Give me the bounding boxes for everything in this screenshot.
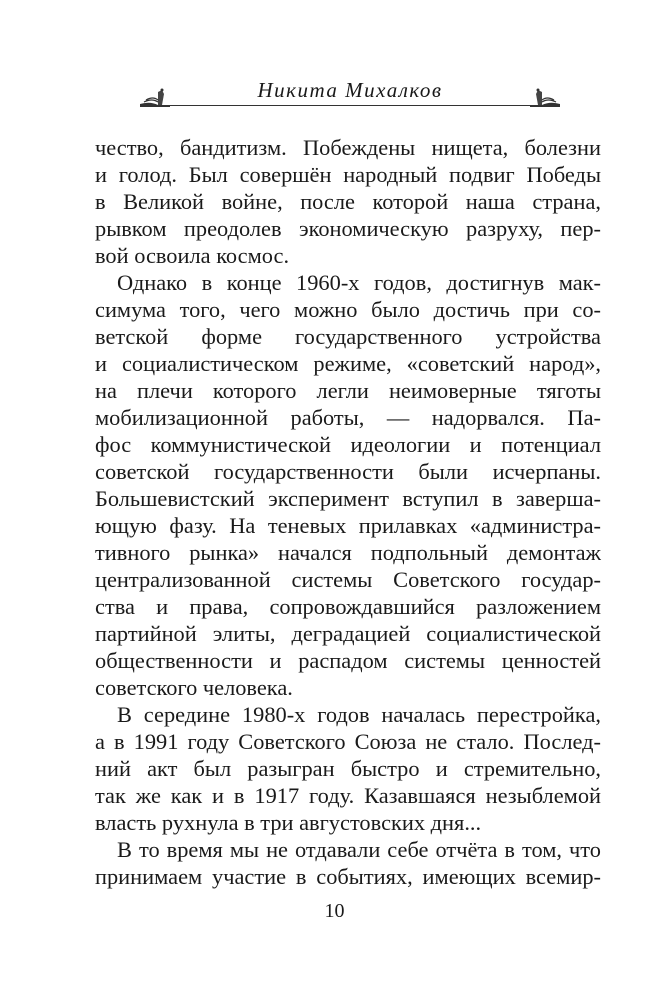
text-line: ства и права, сопровождавшийся разложением xyxy=(95,594,601,619)
text-line: в Великой войне, после которой наша страна, xyxy=(95,189,601,214)
running-title: Никита Михалков xyxy=(257,78,443,102)
text-line: чество, бандитизм. Побеждены нищета, болезни xyxy=(95,135,601,160)
text-line: и голод. Был совершён народный подвиг Победы xyxy=(95,162,601,187)
text-line: ний акт был разыгран быстро и стремительно, xyxy=(95,756,601,781)
text-line: фос коммунистической идеологии и потенциал xyxy=(95,432,601,457)
text-line: В то время мы не отдавали себе отчёта в том, что xyxy=(117,837,601,862)
text-line: ющую фазу. На теневых прилавках «администра- xyxy=(95,513,601,538)
text-line: советской государственности были исчерпаны. xyxy=(95,459,601,484)
text-line: советского человека. xyxy=(95,675,293,700)
paragraph xyxy=(95,134,601,269)
text-line: партийной элиты, деградацией социалистической xyxy=(95,621,601,646)
text-line: принимаем участие в событиях, имеющих всемир- xyxy=(95,864,601,889)
text-line: власть рухнула в три августовских дня... xyxy=(95,810,482,835)
text-line: ветской форме государственного устройства xyxy=(95,324,601,349)
text-line: и социалистическом режиме, «советский народ», xyxy=(95,351,601,376)
text-line: вой освоила космос. xyxy=(95,243,290,268)
text-line: Однако в конце 1960-х годов, достигнув мак- xyxy=(117,270,601,295)
text-line: рывком преодолев экономическую разруху, пер- xyxy=(95,216,601,241)
paragraph xyxy=(95,836,601,890)
running-header xyxy=(140,72,560,112)
header-rule xyxy=(162,105,538,106)
text-line: симума того, чего можно было достичь при со- xyxy=(95,297,601,322)
text-line: тивного рынка» начался подпольный демонтаж xyxy=(95,540,601,565)
paragraph xyxy=(95,269,601,701)
text-line: на плечи которого легли неимоверные тяготы xyxy=(95,378,601,403)
text-line: так же как и в 1917 году. Казавшаяся незыблемой xyxy=(95,783,601,808)
text-line: мобилизационной работы, — надорвался. Па- xyxy=(95,405,601,430)
text-line: централизованной системы Советского государ- xyxy=(95,567,601,592)
text-line: а в 1991 году Советского Союза не стало. Послед- xyxy=(95,729,601,754)
text-line: общественности и распадом системы ценностей xyxy=(95,648,601,673)
text-line: Большевистский эксперимент вступил в заверша- xyxy=(95,486,601,511)
text-line: В середине 1980-х годов началась перестройка, xyxy=(117,702,601,727)
body-text xyxy=(95,134,601,890)
paragraph xyxy=(95,701,601,836)
page-number: 10 xyxy=(324,900,345,922)
